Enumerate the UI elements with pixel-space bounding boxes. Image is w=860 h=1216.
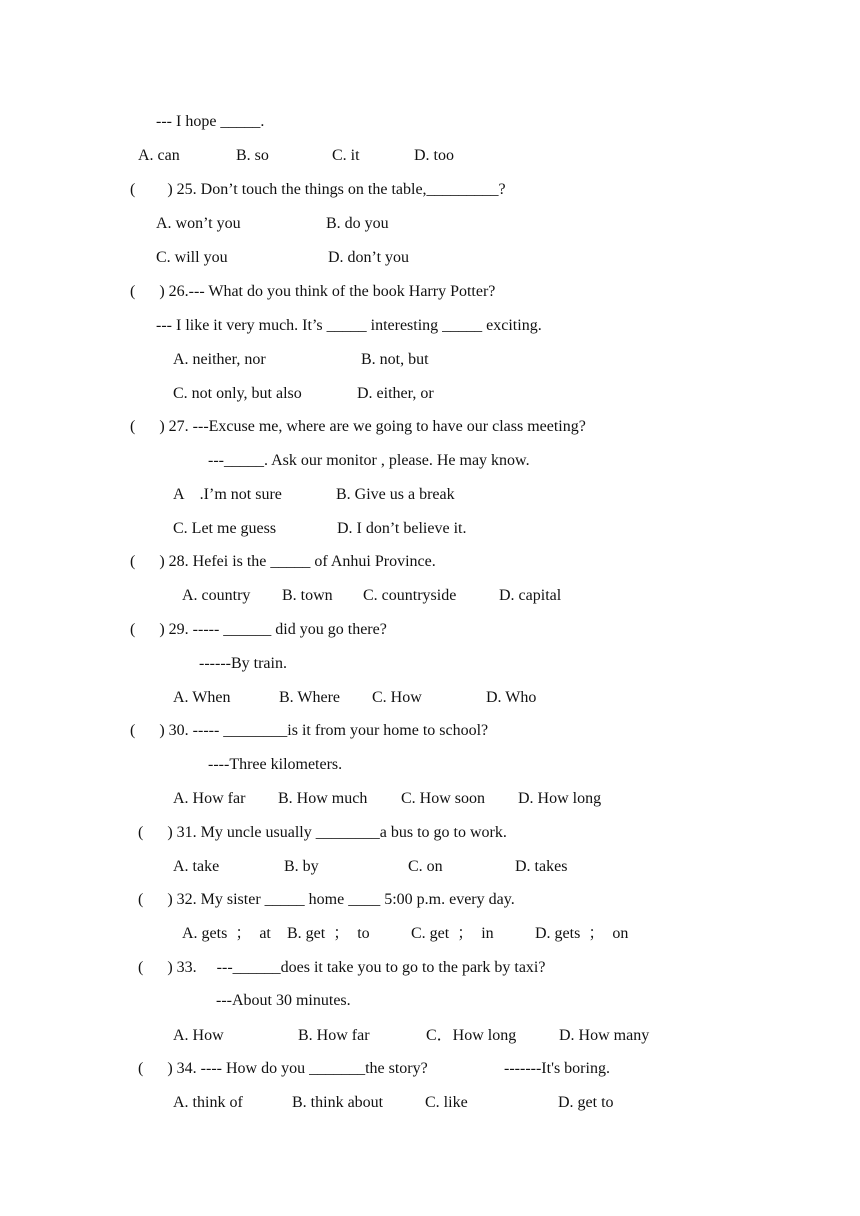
q27-option-b: B. Give us a break	[336, 486, 455, 503]
q26-option-c: C. not only, but also	[173, 385, 302, 402]
q29-question: ( ) 29. ----- ______ did you go there?	[130, 621, 387, 638]
q28-option-d: D. capital	[499, 587, 562, 604]
q32-option-b: B. get ； to	[287, 925, 370, 942]
q26-question: ( ) 26.--- What do you think of the book Harry Potter?	[130, 283, 496, 300]
q24-option-b: B. so	[236, 147, 269, 164]
q29-answer-line: ------By train.	[199, 655, 287, 672]
q32-question: ( ) 32. My sister _____ home ____ 5:00 p.m. every day.	[138, 891, 515, 908]
q33-option-d: D. How many	[559, 1027, 650, 1044]
q32-option-d: D. gets ； on	[535, 925, 629, 942]
q34-question: ( ) 34. ---- How do you _______the story?	[138, 1060, 428, 1077]
q24-answer-prompt: --- I hope _____.	[156, 113, 265, 130]
q31-option-c: C. on	[408, 858, 443, 875]
q26-option-b: B. not, but	[361, 351, 429, 368]
q30-answer-line: ----Three kilometers.	[208, 756, 343, 773]
q26-answer-line: --- I like it very much. It’s _____ interesting _____ exciting.	[156, 317, 542, 334]
q32-option-a: A. gets ； at	[182, 925, 271, 942]
q29-option-d: D. Who	[486, 689, 537, 706]
q30-option-b: B. How much	[278, 790, 368, 807]
q27-question: ( ) 27. ---Excuse me, where are we going to have our class meeting?	[130, 418, 586, 435]
q30-option-c: C. How soon	[401, 790, 486, 807]
q34-option-c: C. like	[425, 1094, 468, 1111]
q25-option-a: A. won’t you	[156, 215, 241, 232]
q27-option-c: C. Let me guess	[173, 520, 277, 537]
q33-option-a: A. How	[173, 1027, 224, 1044]
q34-answer-line: -------It's boring.	[504, 1060, 610, 1077]
q25-option-b: B. do you	[326, 215, 389, 232]
q28-option-b: B. town	[282, 587, 333, 604]
q29-option-a: A. When	[173, 689, 231, 706]
q30-option-a: A. How far	[173, 790, 246, 807]
q34-option-b: B. think about	[292, 1094, 384, 1111]
q24-option-a: A. can	[138, 147, 180, 164]
q31-option-a: A. take	[173, 858, 220, 875]
q25-option-d: D. don’t you	[328, 249, 410, 266]
q30-question: ( ) 30. ----- ________is it from your home to school?	[130, 722, 489, 739]
q24-option-c: C. it	[332, 147, 360, 164]
q29-option-c: C. How	[372, 689, 422, 706]
q31-question: ( ) 31. My uncle usually ________a bus to go to work.	[138, 824, 507, 841]
q25-option-c: C. will you	[156, 249, 228, 266]
q26-option-d: D. either, or	[357, 385, 434, 402]
q33-option-c: C．How long	[426, 1027, 517, 1044]
q30-option-d: D. How long	[518, 790, 602, 807]
q27-option-d: D. I don’t believe it.	[337, 520, 467, 537]
q31-option-b: B. by	[284, 858, 319, 875]
q25-question: ( ) 25. Don’t touch the things on the table,_________?	[130, 181, 506, 198]
q28-question: ( ) 28. Hefei is the _____ of Anhui Province.	[130, 553, 436, 570]
q33-option-b: B. How far	[298, 1027, 370, 1044]
q27-option-a: A .I’m not sure	[173, 486, 282, 503]
q27-answer-line: ---_____. Ask our monitor , please. He may know.	[208, 452, 530, 469]
q29-option-b: B. Where	[279, 689, 341, 706]
q31-option-d: D. takes	[515, 858, 568, 875]
q33-question: ( ) 33. ---______does it take you to go to the park by taxi?	[138, 959, 546, 976]
q34-option-d: D. get to	[558, 1094, 614, 1111]
q28-option-a: A. country	[182, 587, 251, 604]
q26-option-a: A. neither, nor	[173, 351, 266, 368]
q34-option-a: A. think of	[173, 1094, 243, 1111]
q28-option-c: C. countryside	[363, 587, 457, 604]
q32-option-c: C. get ； in	[411, 925, 494, 942]
q33-answer-line: ---About 30 minutes.	[216, 992, 351, 1009]
q24-option-d: D. too	[414, 147, 454, 164]
